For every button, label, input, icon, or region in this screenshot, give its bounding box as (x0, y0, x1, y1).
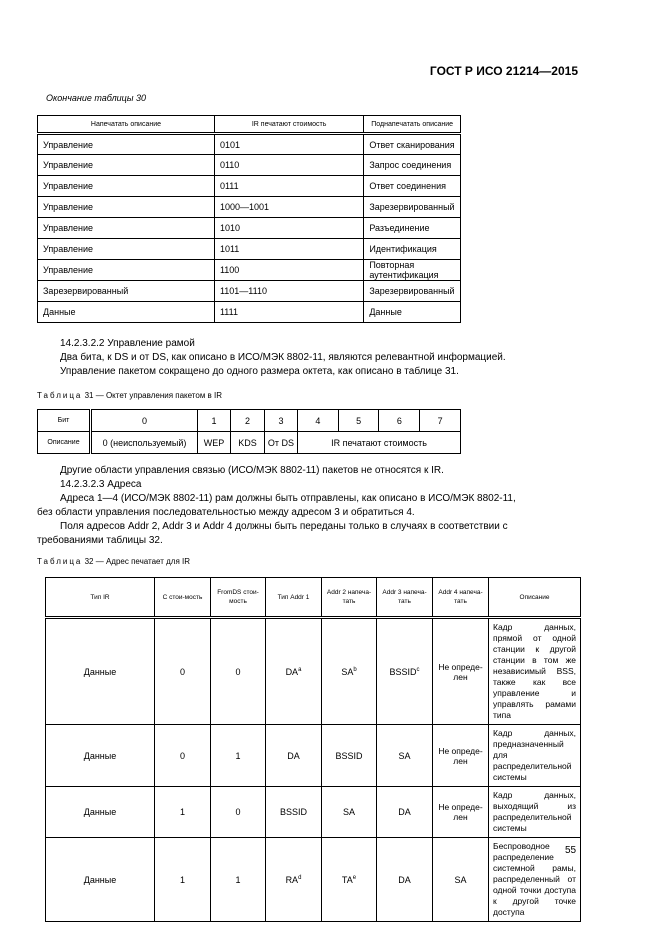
cell: Данные (46, 618, 155, 725)
column-header: FromDS стои-мость (211, 578, 266, 618)
table-row (38, 218, 461, 239)
table-row (38, 176, 461, 197)
cell: SA (377, 725, 433, 787)
value: BSSID (389, 666, 417, 677)
cell: KDS (231, 432, 265, 454)
table-row (46, 787, 581, 838)
cell: 1 (155, 838, 211, 922)
table-row (46, 618, 581, 725)
cell: Управление (38, 260, 215, 281)
column-header: Addr 3 напеча-тать (377, 578, 433, 618)
cell: 0 (211, 618, 266, 725)
cell: Данные (46, 725, 155, 787)
value: TA (341, 874, 353, 885)
cell: Запрос соединения (364, 155, 461, 176)
cell (377, 618, 433, 725)
cell: 0 (155, 618, 211, 725)
cell: DA (377, 838, 433, 922)
footnote-mark: c (416, 666, 420, 673)
cell: 4 (298, 410, 339, 432)
cell: Не опреде-лен (433, 618, 489, 725)
table-31 (37, 409, 461, 454)
table-header-row (46, 578, 581, 618)
paragraph: Адреса 1—4 (ИСО/МЭК 8802-11) рам должны быть отправлены, как описано в ИСО/МЭК 8802-11, (60, 493, 516, 504)
cell (322, 618, 377, 725)
cell: Данные (46, 787, 155, 838)
table-row (38, 302, 461, 323)
cell: SA (322, 787, 377, 838)
cell: 6 (379, 410, 420, 432)
cell: 1111 (214, 302, 363, 323)
cell (322, 838, 377, 922)
document-code: ГОСТ Р ИСО 21214—2015 (429, 64, 578, 78)
column-header: Addr 4 напеча-тать (433, 578, 489, 618)
cell: 1 (211, 838, 266, 922)
table-row (46, 725, 581, 787)
cell: Зарезервированный (364, 197, 461, 218)
paragraph: требованиями таблицы 32. (37, 535, 163, 546)
paragraph: без области управления последовательностью между адресом 3 и обратиться 4. (37, 507, 415, 518)
caption-prefix: Таблица (37, 557, 83, 566)
table-row (46, 838, 581, 922)
paragraph: Поля адресов Addr 2, Addr 3 и Addr 4 должны быть переданы только в случаях в соответствии с (60, 521, 508, 532)
cell: Управление (38, 239, 215, 260)
footnote-mark: d (298, 874, 302, 881)
table-row (38, 281, 461, 302)
cell: 0101 (214, 134, 363, 155)
value: SA (341, 666, 354, 677)
table31-caption (37, 391, 222, 400)
table32-caption (37, 557, 190, 566)
cell: Управление (38, 134, 215, 155)
paragraph: Два бита, к DS и от DS, как описано в ИСО/МЭК 8802-11, являются релевантной информацией. (60, 352, 506, 363)
row-label: Описание (38, 432, 91, 454)
table-row (38, 260, 461, 281)
cell: 5 (338, 410, 379, 432)
cell: Ответ сканирования (364, 134, 461, 155)
cell: Повторная аутентификация (364, 260, 461, 281)
cell: 3 (265, 410, 298, 432)
footnote-mark: b (353, 666, 357, 673)
cell: 0111 (214, 176, 363, 197)
bit-row (38, 410, 461, 432)
cell: 1 (155, 787, 211, 838)
footnote-mark: e (352, 874, 357, 881)
column-header: IR печатают стоимость (214, 116, 363, 134)
cell: Разъединение (364, 218, 461, 239)
value: RA (285, 874, 299, 885)
cell (266, 838, 322, 922)
cell: WEP (198, 432, 231, 454)
cell: 0 (211, 787, 266, 838)
value: DA (285, 666, 299, 677)
cell: Идентификация (364, 239, 461, 260)
cell: 1 (211, 725, 266, 787)
description-cell: Беспроводное распределение системной рамы, распределенный от одной точки доступа к другой точке доступа (489, 838, 581, 922)
page-number: 55 (565, 845, 577, 856)
cell: Управление (38, 155, 215, 176)
cell (266, 618, 322, 725)
column-header: Описание (489, 578, 581, 618)
cell: DA (266, 725, 322, 787)
row-label: Бит (38, 410, 91, 432)
description-cell: Кадр данных, прямой от одной станции к другой станции в том же независимый BSS, также как все управление и управлять рамами типа (489, 618, 581, 725)
column-header: Тип IR (46, 578, 155, 618)
cell: 1101—1110 (214, 281, 363, 302)
cell: От DS (265, 432, 298, 454)
column-header: Addr 2 напеча-тать (322, 578, 377, 618)
cell: 1100 (214, 260, 363, 281)
column-header: С стои-мость (155, 578, 211, 618)
table-32 (45, 577, 581, 922)
cell: Управление (38, 176, 215, 197)
cell: BSSID (266, 787, 322, 838)
table-row (38, 239, 461, 260)
cell: 0110 (214, 155, 363, 176)
cell: Данные (46, 838, 155, 922)
caption-text: 31 — Октет управления пакетом в IR (82, 391, 223, 400)
section-heading: 14.2.3.2.3 Адреса (60, 479, 142, 490)
cell: Управление (38, 218, 215, 239)
cell: Не опреде-лен (433, 787, 489, 838)
table-30 (37, 115, 461, 323)
cell: 0 (неиспользуемый) (91, 432, 198, 454)
column-header: Поднапечатать описание (364, 116, 461, 134)
section-heading: 14.2.3.2.2 Управление рамой (60, 338, 195, 349)
footnote-mark: a (298, 666, 302, 673)
cell: Ответ соединения (364, 176, 461, 197)
cell: Не опреде-лен (433, 725, 489, 787)
table-row (38, 134, 461, 155)
description-cell: Кадр данных, предназначенный для распределительной системы (489, 725, 581, 787)
table-row (38, 197, 461, 218)
column-header: Тип Addr 1 (266, 578, 322, 618)
cell: Управление (38, 197, 215, 218)
cell: Зарезервированный (38, 281, 215, 302)
cell: 2 (231, 410, 265, 432)
table-row (38, 155, 461, 176)
description-cell: Кадр данных, выходящий из распределительной системы (489, 787, 581, 838)
cell: Данные (364, 302, 461, 323)
cell: Данные (38, 302, 215, 323)
cell: 1011 (214, 239, 363, 260)
caption-prefix: Таблица (37, 391, 83, 400)
paragraph: Управление пакетом сокращено до одного размера октета, как описано в таблице 31. (60, 366, 459, 377)
cell: IR печатают стоимость (298, 432, 461, 454)
caption-text: 32 — Адрес печатает для IR (82, 557, 191, 566)
table30-caption: Окончание таблицы 30 (46, 93, 146, 103)
cell: 7 (420, 410, 461, 432)
cell: 0 (91, 410, 198, 432)
cell: 1010 (214, 218, 363, 239)
table-header-row (38, 116, 461, 134)
cell: Зарезервированный (364, 281, 461, 302)
cell: 1000—1001 (214, 197, 363, 218)
cell: 0 (155, 725, 211, 787)
paragraph: Другие области управления связью (ИСО/МЭК 8802-11) пакетов не относятся к IR. (60, 465, 444, 476)
description-row (38, 432, 461, 454)
column-header: Напечатать описание (38, 116, 215, 134)
cell: DA (377, 787, 433, 838)
cell: BSSID (322, 725, 377, 787)
cell: 1 (198, 410, 231, 432)
cell: SA (433, 838, 489, 922)
